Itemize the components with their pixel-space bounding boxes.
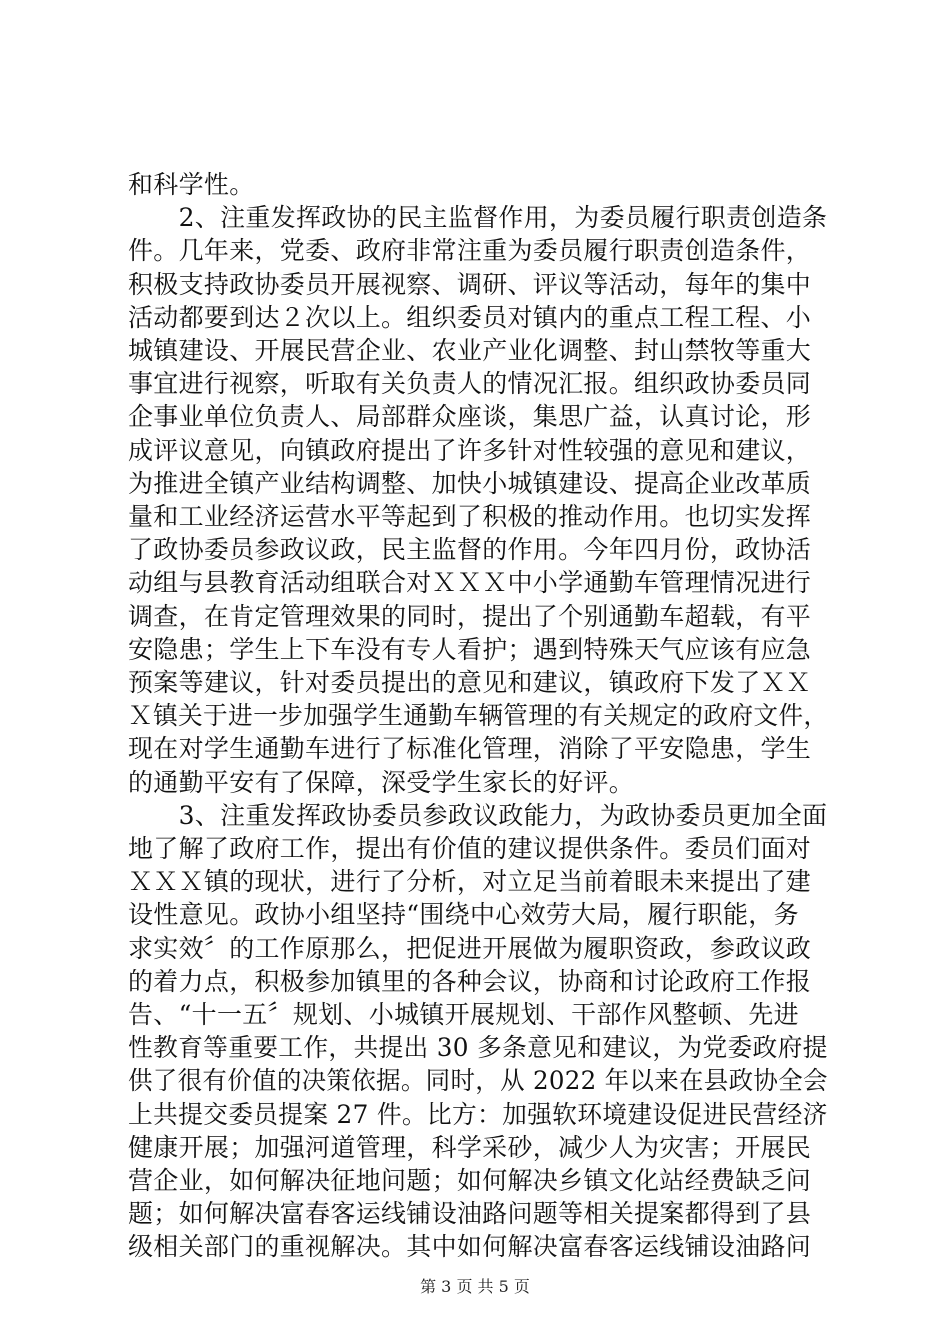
text-line: 量和工业经济运营水平等起到了积极的推动作用。也切实发挥 <box>128 502 812 531</box>
text-line: 地了解了政府工作，提出有价值的建议提供条件。委员们面对 <box>128 834 812 863</box>
text-line: ＸＸＸ镇的现状，进行了分析，对立足当前着眼未来提出了建 <box>128 867 812 897</box>
text-line: 积极支持政协委员开展视察、调研、评议等活动，每年的集中 <box>128 269 812 299</box>
text-line: 现在对学生通勤车进行了标准化管理，消除了平安隐患，学生 <box>128 734 812 764</box>
text-line: 3、注重发挥政协委员参政议政能力，为政协委员更加全面 <box>128 800 828 830</box>
text-line: 设性意见。政协小组坚持“围绕中心效劳大局，履行职能，务 <box>128 900 799 930</box>
text-line: Ｘ镇关于进一步加强学生通勤车辆管理的有关规定的政府文件， <box>128 701 829 731</box>
text-line: 成评议意见，向镇政府提出了许多针对性较强的意见和建议， <box>128 435 812 465</box>
text-line: 的通勤平安有了保障，深受学生家长的好评。 <box>128 767 635 797</box>
text-line: 级相关部门的重视解决。其中如何解决富春客运线铺设油路问 <box>128 1232 812 1262</box>
text-line: 和科学性。 <box>128 170 255 199</box>
page-number-footer: 第 3 页 共 5 页 <box>420 1277 530 1296</box>
text-line: 调查，在肯定管理效果的同时，提出了个别通勤车超载，有平 <box>128 601 812 631</box>
text-line: 营企业，如何解决征地问题；如何解决乡镇文化站经费缺乏问 <box>128 1166 812 1195</box>
text-line: 健康开展；加强河道管理，科学采砂，减少人为灾害；开展民 <box>128 1132 812 1162</box>
text-line: 城镇建设、开展民营企业、农业产业化调整、封山禁牧等重大 <box>128 336 812 365</box>
text-line: 题；如何解决富春客运线铺设油路问题等相关提案都得到了县 <box>128 1199 812 1229</box>
text-line: 企事业单位负责人、局部群众座谈，集思广益，认真讨论，形 <box>128 402 812 432</box>
text-line: 为推进全镇产业结构调整、加快小城镇建设、提高企业改革质 <box>128 468 812 498</box>
text-line: 上共提交委员提案 27 件。比方：加强软环境建设促进民营经济 <box>128 1099 828 1129</box>
text-line: 2、注重发挥政协的民主监督作用，为委员履行职责创造条 <box>128 203 828 233</box>
text-line: 事宜进行视察，听取有关负责人的情况汇报。组织政协委员同 <box>128 369 812 399</box>
text-line: 了政协委员参政议政，民主监督的作用。今年四月份，政协活 <box>128 535 812 565</box>
text-line: 的着力点，积极参加镇里的各种会议，协商和讨论政府工作报 <box>128 966 812 996</box>
text-line: 求实效〞的工作原那么，把促进开展做为履职资政，参政议政 <box>128 933 812 963</box>
text-line: 告、“十一五〞规划、小城镇开展规划、干部作风整顿、先进 <box>128 1000 799 1029</box>
text-line: 件。几年来，党委、政府非常注重为委员履行职责创造条件， <box>128 236 812 266</box>
text-line: 性教育等重要工作，共提出 30 多条意见和建议，为党委政府提 <box>128 1033 828 1063</box>
text-line: 供了很有价值的决策依据。同时，从 2022 年以来在县政协全会 <box>128 1066 828 1096</box>
text-line: 安隐患；学生上下车没有专人看护；遇到特殊天气应该有应急 <box>128 634 812 664</box>
text-line: 动组与县教育活动组联合对ＸＸＸ中小学通勤车管理情况进行 <box>128 568 812 598</box>
text-line: 预案等建议，针对委员提出的意见和建议，镇政府下发了ＸＸ <box>128 668 812 697</box>
text-line: 活动都要到达２次以上。组织委员对镇内的重点工程工程、小 <box>128 302 812 332</box>
